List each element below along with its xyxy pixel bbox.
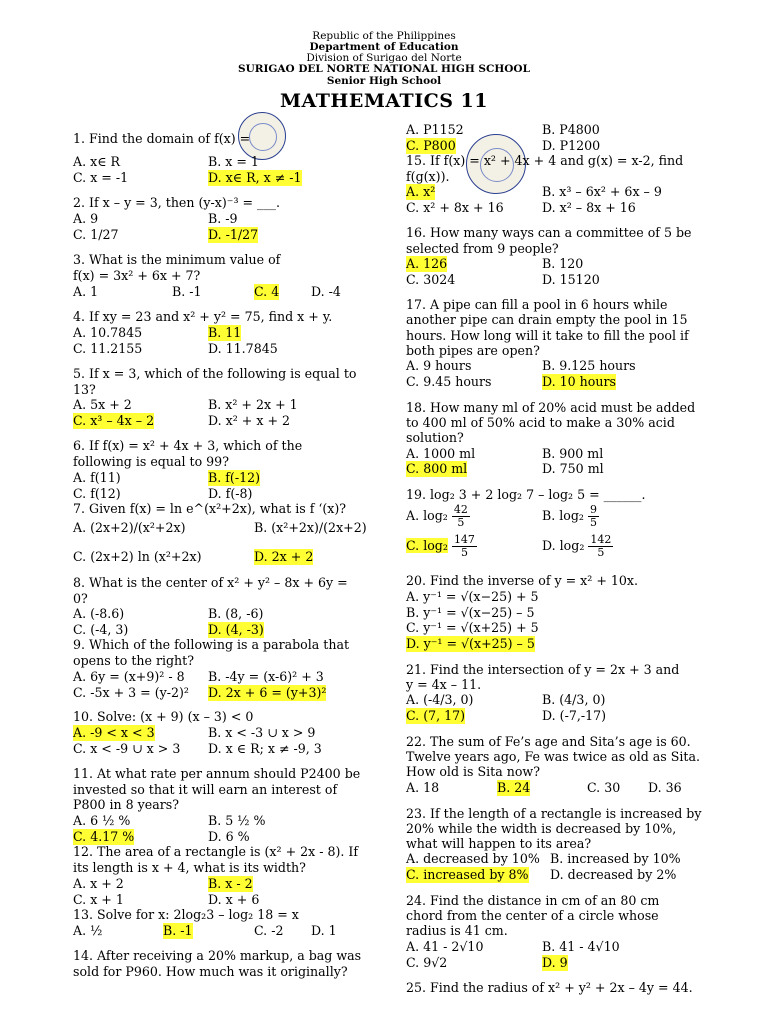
question-1: 1. Find the domain of f(x) = [73, 131, 251, 146]
question-21-line1: 21. Find the intersection of y = 2x + 3 and [406, 662, 680, 677]
q11-choice-d: D. 6 % [208, 829, 250, 844]
question-12-line1: 12. The area of a rectangle is (x² + 2x - 8). If [73, 844, 359, 859]
q7-choice-c: C. (2x+2) ln (x²+2x) [73, 549, 202, 564]
q17-choice-d: D. 10 hours [542, 374, 616, 389]
q14-choice-c: C. P800 [406, 138, 456, 153]
question-21-line2: y = 4x – 11. [406, 677, 482, 692]
q14-choice-b: B. P4800 [542, 122, 600, 137]
q10-choice-c: C. x < -9 ∪ x > 3 [73, 741, 181, 756]
q20-choice-b: B. y⁻¹ = √(x−25) – 5 [406, 605, 535, 620]
question-15-line2: f(g(x)). [406, 169, 450, 184]
q4-choice-a: A. 10.7845 [73, 325, 143, 340]
q23-choice-b: B. increased by 10% [550, 851, 681, 866]
q23-choice-d: D. decreased by 2% [550, 867, 677, 882]
q18-choice-c: C. 800 ml [406, 461, 468, 476]
q15-choice-d: D. x² – 8x + 16 [542, 200, 636, 215]
question-2: 2. If x – y = 3, then (y-x)⁻³ = ___. [73, 195, 280, 210]
q18-choice-b: B. 900 ml [542, 446, 604, 461]
q11-choice-b: B. 5 ½ % [208, 813, 266, 828]
question-18-line1: 18. How many ml of 20% acid must be added [406, 400, 696, 415]
question-5-line1: 5. If x = 3, which of the following is equal to [73, 366, 357, 381]
q4-choice-d: D. 11.7845 [208, 341, 278, 356]
q8-choice-b: B. (8, -6) [208, 606, 264, 621]
question-14-line2: sold for P960. How much was it originally? [73, 964, 348, 979]
question-5-line2: 13? [73, 382, 96, 397]
question-8-line1: 8. What is the center of x² + y² – 8x + 6y = [73, 575, 348, 590]
question-20: 20. Find the inverse of y = x² + 10x. [406, 573, 639, 588]
question-24-line3: radius is 41 cm. [406, 923, 508, 938]
q24-choice-a: A. 41 - 2√10 [406, 939, 484, 954]
q18-choice-a: A. 1000 ml [406, 446, 476, 461]
q19a-fraction: $\frac{42}{5}$ [453, 503, 468, 529]
q14-choice-d: D. P1200 [542, 138, 601, 153]
question-6-line2: following is equal to 99? [73, 454, 229, 469]
q15-choice-a: A. x² [406, 184, 436, 199]
q19-choice-c [406, 534, 477, 559]
q24-choice-d: D. 9 [542, 955, 568, 970]
q3-choice-c: C. 4 [254, 284, 280, 299]
q12-choice-b: B. x - 2 [208, 876, 253, 891]
header-republic: Republic of the Philippines [312, 30, 456, 42]
question-19: 19. log₂ 3 + 2 log₂ 7 – log₂ 5 = ______. [406, 487, 646, 502]
q16-choice-d: D. 15120 [542, 272, 600, 287]
q19d-fraction: $\frac{142}{5}$ [590, 533, 612, 559]
q12-choice-d: D. x + 6 [208, 892, 260, 907]
question-6-line1: 6. If f(x) = x² + 4x + 3, which of the [73, 438, 303, 453]
q1-choice-a: A. x∈ R [73, 154, 121, 169]
question-24-line2: chord from the center of a circle whose [406, 908, 659, 923]
q21-choice-c: C. (7, 17) [406, 708, 466, 723]
question-8-line2: 0? [73, 591, 88, 606]
question-7: 7. Given f(x) = ln e^(x²+2x), what is f ‘(x)? [73, 501, 347, 516]
q19c-prefix: C. log₂ [406, 538, 448, 553]
question-22-line3: How old is Sita now? [406, 764, 540, 779]
question-23-line3: what will happen to its area? [406, 836, 592, 851]
q9-choice-a: A. 6y = (x+9)² - 8 [73, 669, 185, 684]
q9-choice-c: C. -5x + 3 = (y-2)² [73, 685, 189, 700]
q9-choice-d: D. 2x + 6 = (y+3)² [208, 685, 327, 700]
q17-choice-c: C. 9.45 hours [406, 374, 492, 389]
q19a-prefix: A. log₂ [406, 508, 448, 523]
q24-choice-c: C. 9√2 [406, 955, 448, 970]
q23-choice-c: C. increased by 8% [406, 867, 529, 882]
q6-choice-c: C. f(12) [73, 486, 121, 501]
q3-choice-b: B. -1 [172, 284, 202, 299]
q6-choice-a: A. f(11) [73, 470, 121, 485]
q8-choice-d: D. (4, -3) [208, 622, 264, 637]
question-23-line2: 20% while the width is decreased by 10%, [406, 821, 677, 836]
q3-choice-d: D. -4 [311, 284, 341, 299]
q22-choice-d: D. 36 [648, 780, 682, 795]
q19b-fraction: $\frac{9}{5}$ [590, 503, 597, 529]
question-11-line3: P800 in 8 years? [73, 797, 179, 812]
header-school: SURIGAO DEL NORTE NATIONAL HIGH SCHOOL [238, 63, 530, 75]
header-division: Division of Surigao del Norte [306, 52, 462, 64]
q22-choice-c: C. 30 [587, 780, 621, 795]
q13-choice-c: C. -2 [254, 923, 284, 938]
page-title: MATHEMATICS 11 [280, 90, 488, 112]
q13-choice-d: D. 1 [311, 923, 337, 938]
question-25: 25. Find the radius of x² + y² + 2x – 4y = 44. [406, 980, 693, 995]
q19c-fraction: $\frac{147}{5}$ [453, 533, 475, 559]
q24-choice-b: B. 41 - 4√10 [542, 939, 620, 954]
question-3-line1: 3. What is the minimum value of [73, 252, 281, 267]
question-11-line2: invested so that it will earn an interest of [73, 782, 338, 797]
q17-choice-b: B. 9.125 hours [542, 358, 636, 373]
question-9-line2: opens to the right? [73, 653, 194, 668]
q14-choice-a: A. P1152 [406, 122, 464, 137]
q8-choice-a: A. (-8.6) [73, 606, 125, 621]
q15-choice-b: B. x³ – 6x² + 6x – 9 [542, 184, 662, 199]
question-17-line4: both pipes are open? [406, 343, 540, 358]
question-22-line1: 22. The sum of Fe’s age and Sita’s age is 60. [406, 734, 691, 749]
q4-choice-c: C. 11.2155 [73, 341, 143, 356]
q6-choice-b: B. f(-12) [208, 470, 261, 485]
question-18-line2: to 400 ml of 50% acid to make a 30% acid [406, 415, 675, 430]
q22-choice-b: B. 24 [497, 780, 531, 795]
q13-choice-b: B. -1 [163, 923, 193, 938]
q19-choice-b [542, 504, 599, 529]
q7-choice-a: A. (2x+2)/(x²+2x) [73, 520, 186, 535]
q12-choice-a: A. x + 2 [73, 876, 124, 891]
question-24-line1: 24. Find the distance in cm of an 80 cm [406, 893, 660, 908]
q8-choice-c: C. (-4, 3) [73, 622, 129, 637]
q22-choice-a: A. 18 [406, 780, 440, 795]
q10-choice-a: A. -9 < x < 3 [73, 725, 155, 740]
q12-choice-c: C. x + 1 [73, 892, 124, 907]
q2-choice-d: D. -1/27 [208, 227, 259, 242]
q5-choice-c: C. x³ – 4x – 2 [73, 413, 155, 428]
q9-choice-b: B. -4y = (x-6)² + 3 [208, 669, 324, 684]
q20-choice-a: A. y⁻¹ = √(x−25) + 5 [406, 589, 539, 604]
q7-choice-d: D. 2x + 2 [254, 549, 314, 564]
question-23-line1: 23. If the length of a rectangle is increased by [406, 806, 702, 821]
question-12-line2: its length is x + 4, what is its width? [73, 860, 306, 875]
question-13: 13. Solve for x: 2log₂3 – log₂ 18 = x [73, 907, 299, 922]
q20-choice-c: C. y⁻¹ = √(x+25) + 5 [406, 620, 539, 635]
q10-choice-b: B. x < -3 ∪ x > 9 [208, 725, 316, 740]
q11-choice-a: A. 6 ½ % [73, 813, 131, 828]
q23-choice-a: A. decreased by 10% [406, 851, 540, 866]
q21-choice-b: B. (4/3, 0) [542, 692, 606, 707]
q2-choice-a: A. 9 [73, 211, 99, 226]
q11-choice-c: C. 4.17 % [73, 829, 135, 844]
header-level: Senior High School [326, 75, 442, 87]
q7-choice-b: B. (x²+2x)/(2x+2) [254, 520, 367, 535]
q2-choice-c: C. 1/27 [73, 227, 119, 242]
q19d-prefix: D. log₂ [542, 538, 585, 553]
q16-choice-c: C. 3024 [406, 272, 456, 287]
question-17-line3: hours. How long will it take to fill the pool if [406, 328, 689, 343]
q19-choice-d [542, 534, 613, 559]
q1-choice-d: D. x∈ R, x ≠ -1 [208, 170, 302, 185]
question-9-line1: 9. Which of the following is a parabola that [73, 637, 350, 652]
question-17-line2: another pipe can drain empty the pool in 15 [406, 312, 688, 327]
q10-choice-d: D. x ∈ R; x ≠ -9, 3 [208, 741, 322, 756]
q2-choice-b: B. -9 [208, 211, 238, 226]
question-14-line1: 14. After receiving a 20% markup, a bag was [73, 948, 362, 963]
q15-choice-c: C. x² + 8x + 16 [406, 200, 504, 215]
question-15-line1: 15. If f(x) = x² + 4x + 4 and g(x) = x-2, find [406, 153, 684, 168]
q21-choice-a: A. (-4/3, 0) [406, 692, 474, 707]
question-22-line2: Twelve years ago, Fe was twice as old as Sita. [406, 749, 700, 764]
question-18-line3: solution? [406, 430, 464, 445]
q19-choice-a [406, 504, 470, 529]
q21-choice-d: D. (-7,-17) [542, 708, 607, 723]
q5-choice-a: A. 5x + 2 [73, 397, 132, 412]
q19b-prefix: B. log₂ [542, 508, 584, 523]
q3-choice-a: A. 1 [73, 284, 99, 299]
question-10: 10. Solve: (x + 9) (x – 3) < 0 [73, 709, 254, 724]
q6-choice-d: D. f(-8) [208, 486, 253, 501]
q1-choice-b: B. x = 1 [208, 154, 259, 169]
question-17-line1: 17. A pipe can fill a pool in 6 hours while [406, 297, 668, 312]
question-4: 4. If xy = 23 and x² + y² = 75, find x + y. [73, 309, 333, 324]
q4-choice-b: B. 11 [208, 325, 242, 340]
question-3-line2: f(x) = 3x² + 6x + 7? [73, 268, 201, 283]
q17-choice-a: A. 9 hours [406, 358, 472, 373]
q1-choice-c: C. x = -1 [73, 170, 129, 185]
q5-choice-b: B. x² + 2x + 1 [208, 397, 298, 412]
q16-choice-a: A. 126 [406, 256, 448, 271]
q16-choice-b: B. 120 [542, 256, 584, 271]
header-department: Department of Education [309, 41, 459, 53]
question-11-line1: 11. At what rate per annum should P2400 be [73, 766, 361, 781]
q18-choice-d: D. 750 ml [542, 461, 604, 476]
question-16-line1: 16. How many ways can a committee of 5 be [406, 225, 692, 240]
q20-choice-d: D. y⁻¹ = √(x+25) – 5 [406, 636, 535, 651]
q5-choice-d: D. x² + x + 2 [208, 413, 291, 428]
q13-choice-a: A. ½ [73, 923, 103, 938]
question-16-line2: selected from 9 people? [406, 241, 559, 256]
